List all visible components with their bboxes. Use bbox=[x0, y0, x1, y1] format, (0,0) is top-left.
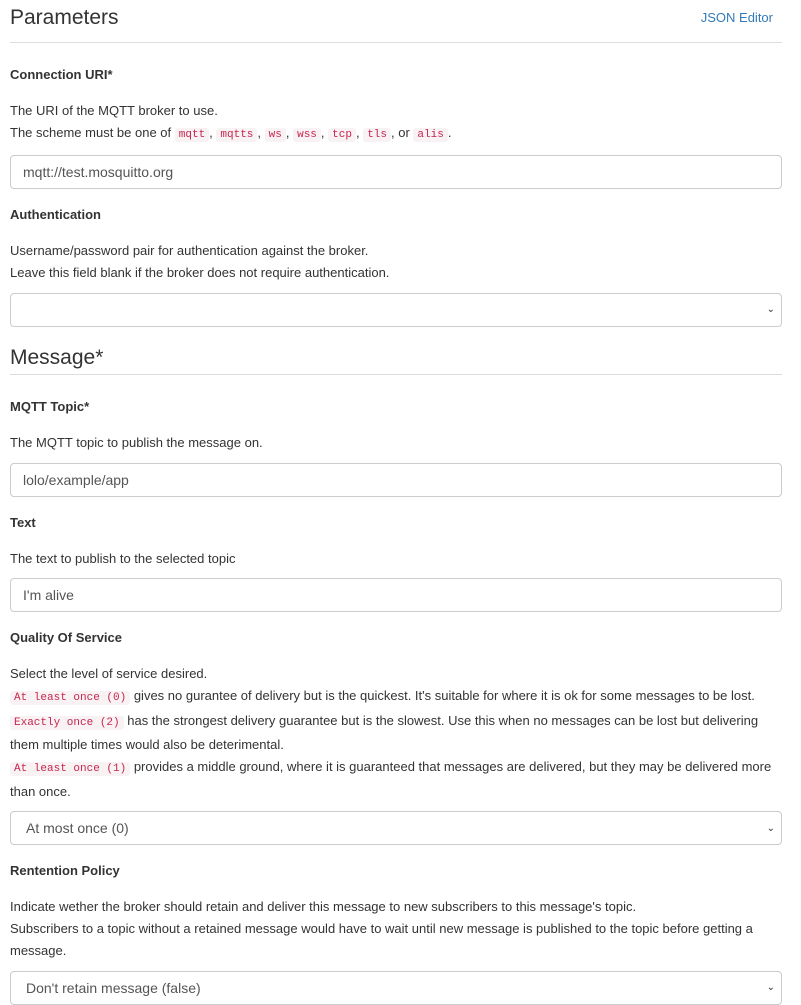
sep: , bbox=[209, 124, 217, 140]
scheme-code: tls bbox=[363, 128, 391, 142]
connection-uri-field bbox=[10, 65, 782, 189]
json-editor-link[interactable]: JSON Editor bbox=[700, 10, 773, 25]
retention-description bbox=[10, 896, 782, 961]
select-value: Don't retain message (false) bbox=[26, 979, 201, 996]
qos-code: Exactly once (2) bbox=[10, 716, 124, 730]
text-description: The text to publish to the selected topic bbox=[10, 550, 236, 566]
qos-label: Quality Of Service bbox=[10, 630, 122, 646]
retention-select[interactable] bbox=[10, 971, 782, 1005]
authentication-field bbox=[10, 205, 782, 326]
desc-line: Indicate wether the broker should retain and deliver this message to new subscribers to this message's topic. bbox=[10, 899, 637, 915]
sep: , bbox=[285, 124, 294, 140]
qos-text: provides a middle ground, where it is guaranteed that messages are delivered, but they may be delivered more than once. bbox=[10, 759, 772, 799]
scheme-code: tcp bbox=[328, 128, 356, 142]
sep: , bbox=[257, 124, 265, 140]
desc-line: Username/password pair for authentication against the broker. bbox=[10, 243, 369, 259]
qos-item bbox=[10, 685, 782, 710]
chevron-down-icon: ⌄ bbox=[766, 822, 775, 834]
topic-label: MQTT Topic* bbox=[10, 398, 90, 414]
connection-uri-description bbox=[10, 100, 782, 146]
desc-line: Subscribers to a topic without a retained message would have to wait until new message is published to the topic before getting a message. bbox=[10, 921, 753, 958]
parameters-heading: Parameters bbox=[10, 0, 782, 43]
qos-code: At least once (1) bbox=[10, 762, 130, 776]
desc-line: Select the level of service desired. bbox=[10, 666, 208, 682]
desc-line: The URI of the MQTT broker to use. bbox=[10, 103, 218, 118]
desc-line bbox=[10, 122, 782, 147]
authentication-description bbox=[10, 240, 782, 283]
qos-text: gives no gurantee of delivery but is the quickest. It's suitable for where it is ok for some messages to be lost. bbox=[130, 687, 755, 703]
scheme-code: alis bbox=[413, 128, 447, 142]
topic-field bbox=[10, 397, 782, 497]
sep: , bbox=[355, 124, 364, 140]
connection-uri-input[interactable]: mqtt://test.mosquitto.org bbox=[10, 155, 782, 189]
sep: , bbox=[320, 124, 329, 140]
authentication-select[interactable] bbox=[10, 293, 782, 327]
topic-input[interactable]: lolo/example/app bbox=[10, 463, 782, 497]
scheme-code: wss bbox=[293, 128, 321, 142]
message-heading: Message* bbox=[10, 340, 782, 375]
text-input[interactable]: I'm alive bbox=[10, 578, 782, 612]
authentication-label: Authentication bbox=[10, 207, 101, 223]
qos-select[interactable] bbox=[10, 811, 782, 845]
chevron-down-icon: ⌄ bbox=[766, 982, 775, 994]
connection-uri-label: Connection URI* bbox=[10, 67, 113, 82]
sep: , or bbox=[391, 124, 414, 140]
qos-item bbox=[10, 756, 782, 802]
desc-line: Leave this field blank if the broker does not require authentication. bbox=[10, 265, 390, 281]
qos-field bbox=[10, 628, 782, 845]
text-field bbox=[10, 513, 782, 613]
qos-text: has the strongest delivery guarantee but is the slowest. Use this when no messages can be lost but delivering them multiple times would also be deterimental. bbox=[10, 712, 759, 753]
desc-text: The scheme must be one of bbox=[10, 124, 175, 140]
sep: . bbox=[447, 124, 452, 140]
retention-field bbox=[10, 861, 782, 1004]
select-value: At most once (0) bbox=[26, 820, 129, 837]
topic-description: The MQTT topic to publish the message on. bbox=[10, 434, 263, 450]
qos-item bbox=[10, 710, 782, 756]
retention-label: Rentention Policy bbox=[10, 863, 120, 879]
scheme-code: mqtt bbox=[175, 128, 209, 142]
chevron-down-icon: ⌄ bbox=[766, 304, 775, 316]
qos-code: At least once (0) bbox=[10, 691, 130, 705]
text-label: Text bbox=[10, 514, 36, 530]
scheme-code: mqtts bbox=[216, 128, 257, 142]
scheme-code: ws bbox=[265, 128, 286, 142]
qos-description bbox=[10, 663, 782, 802]
